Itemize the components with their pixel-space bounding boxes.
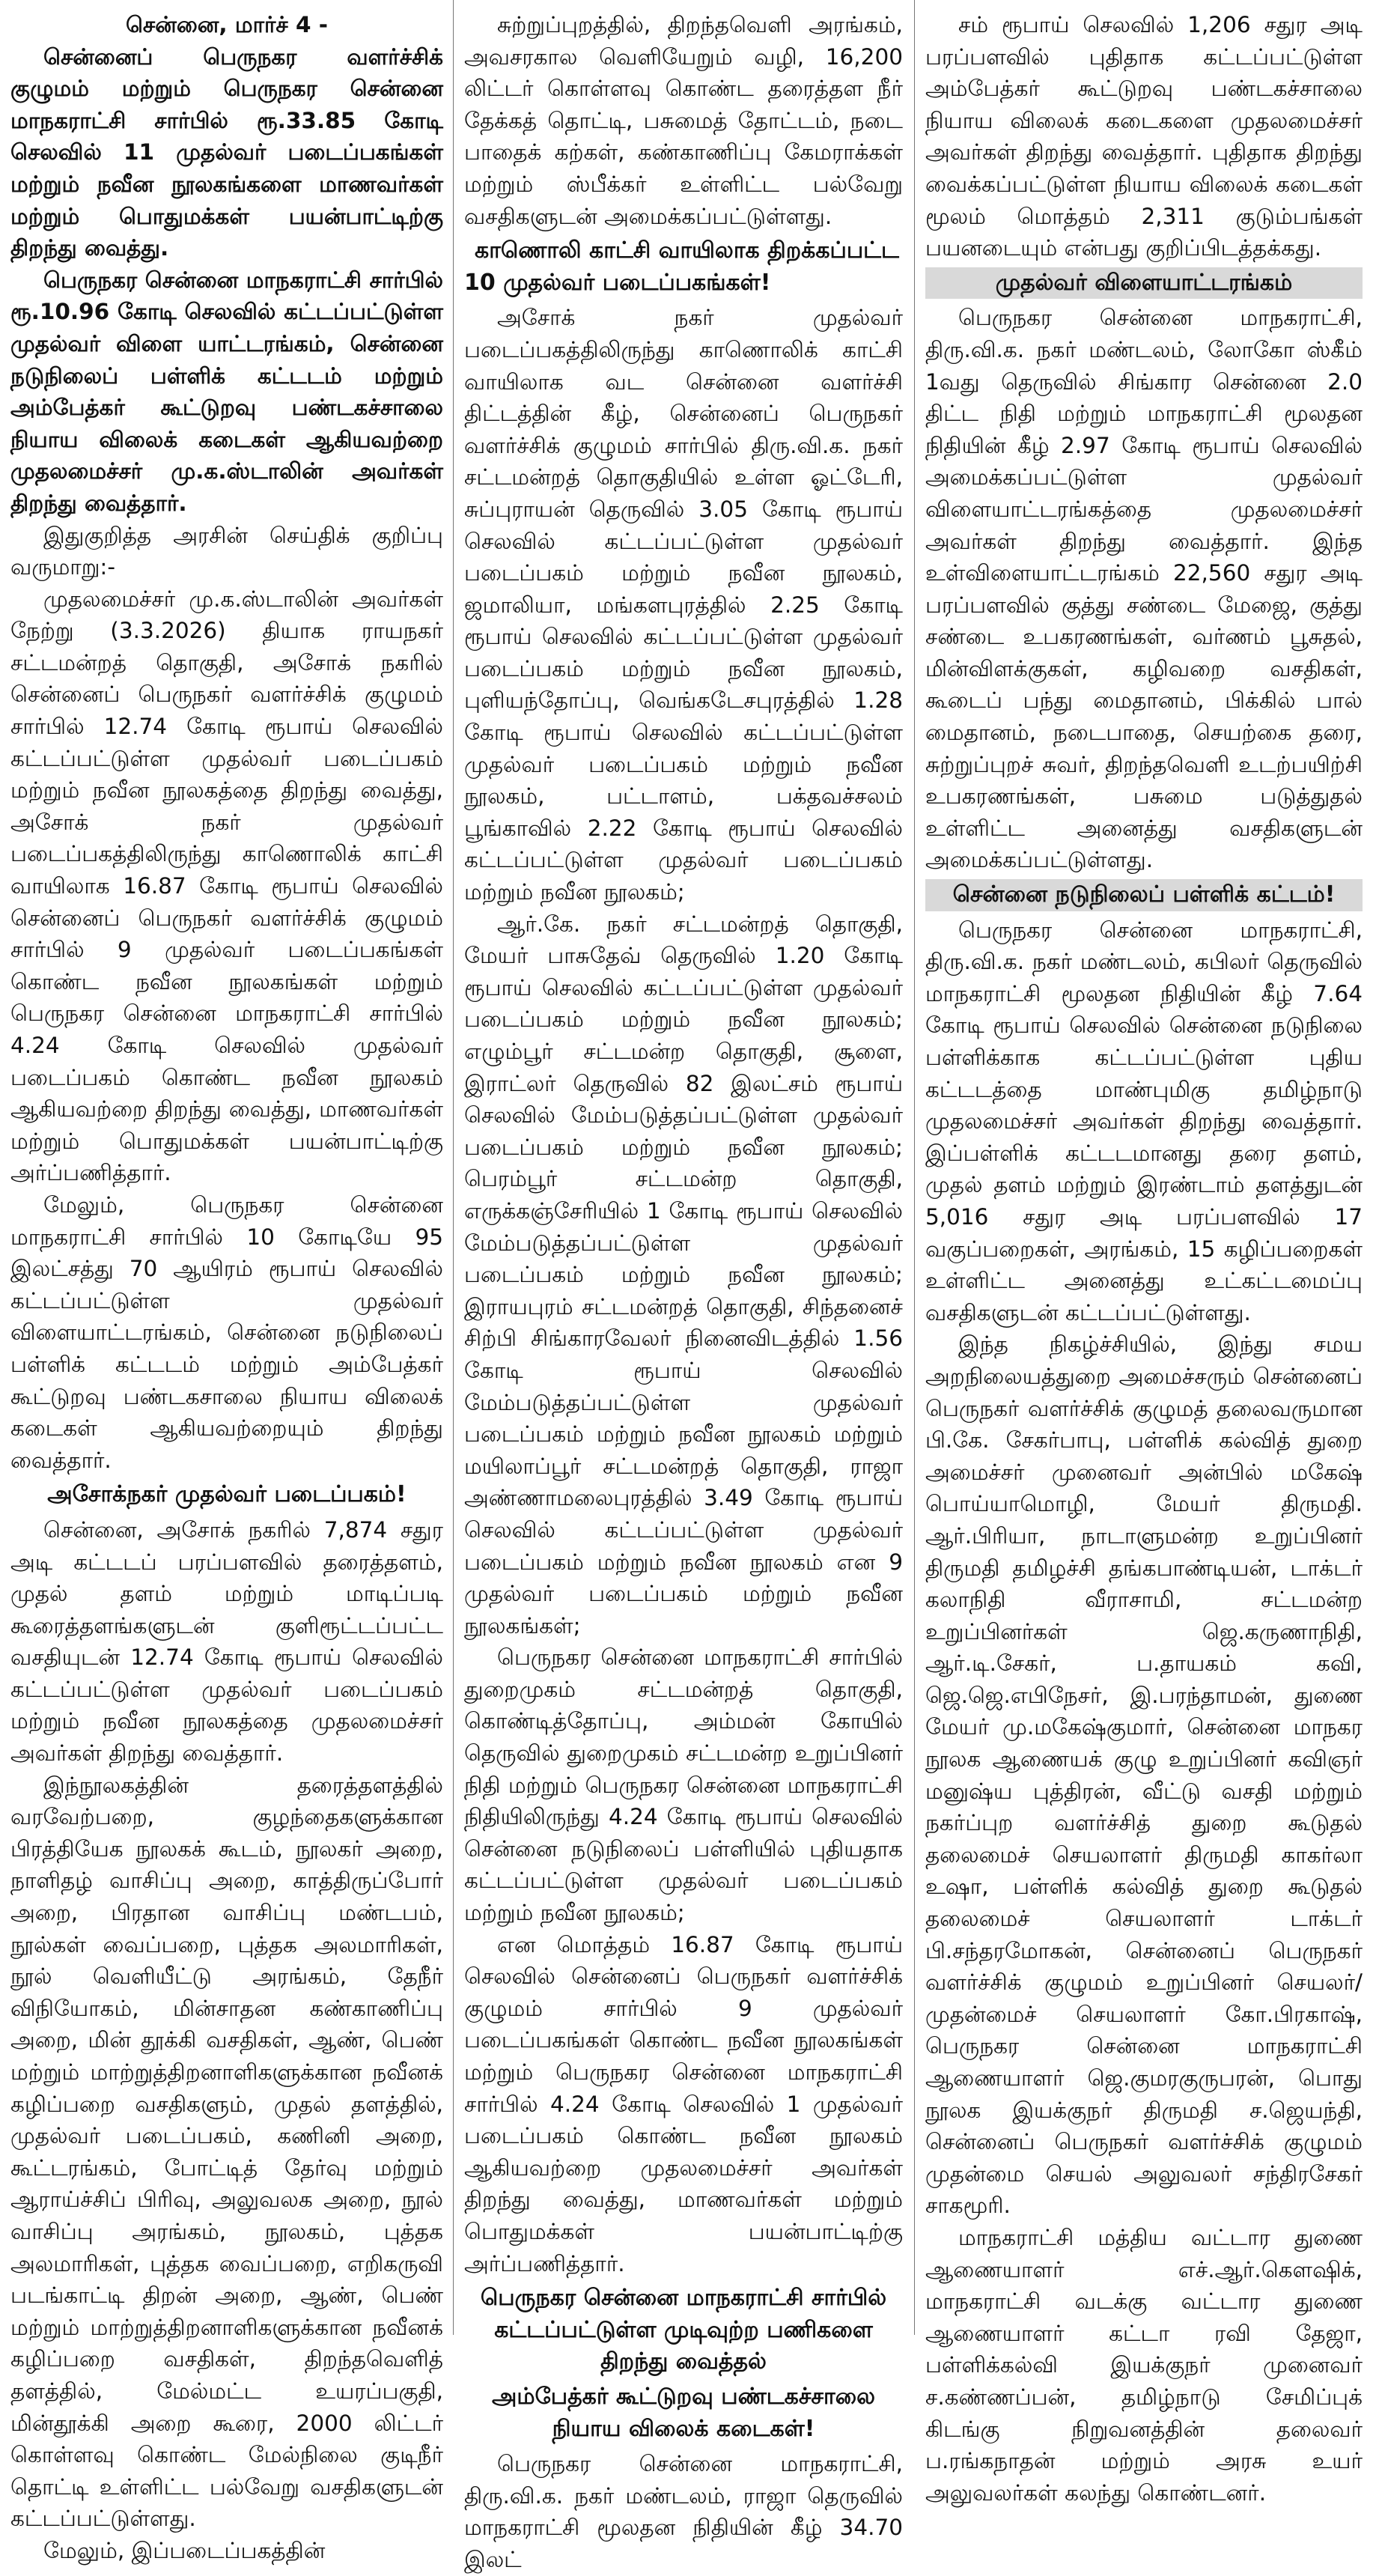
article-column-2 <box>464 9 903 2572</box>
body-paragraph: இந்நூலகத்தின் தரைத்தளத்தில் வரவேற்பறை, குழந்தைகளுக்கான பிரத்தியேக நூலகக் கூடம், நூலகர் அறை, நாளிதழ் வாசிப்பு அறை, காத்திருப்போர் அறை, பிரதான வாசிப்பு மண்டபம், நூல்கள் வைப்பறை, புத்தக அலமாரிகள், நூல் வெளியீட்டு அரங்கம், தேநீர் விநியோகம், மின்சாதன கண்காணிப்பு அறை, மின் தூக்கி வசதிகள், ஆண், பெண் மற்றும் மாற்றுத்திறனாளிகளுக்கான நவீனக் கழிப்பறை வசதிகளும், முதல் தளத்தில், முதல்வர் படைப்பகம், கணினி அறை, கூட்டரங்கம், போட்டித் தேர்வு மற்றும் ஆராய்ச்சிப் பிரிவு, அலுவலக அறை, நூல் வாசிப்பு அரங்கம், நூலகம், புத்தக அலமாரிகள், புத்தக வைப்பறை, எறிகருவி படங்காட்டி திறன் அறை, ஆண், பெண் மற்றும் மாற்றுத்திறனாளிகளுக்கான நவீனக் கழிப்பறை வசதிகள், திறந்தவெளித் தளத்தில், மேல்மட்ட உயரப்பகுதி, மின்தூக்கி அறை கூரை, 2000 லிட்டர் கொள்ளவு கொண்ட மேல்நிலை குடிநீர் தொட்டி உள்ளிட்ட பல்வேறு வசதிகளுடன் கட்டப்பட்டுள்ளது. <box>10 1772 443 2532</box>
body-paragraph: மாநகராட்சி மத்திய வட்டார துணை ஆணையாளர் எச்.ஆர்.கௌஷிக், மாநகராட்சி வடக்கு வட்டார துணை ஆணையாளர் கட்டா ரவி தேஜா, பள்ளிக்கல்வி இயக்குநர் முனைவர் ச.கண்ணப்பன், தமிழ்நாடு சேமிப்புக் கிடங்கு நிறுவனத்தின் தலைவர் ப.ரங்கநாதன் மற்றும் அரசு உயர் அலுவலர்கள் கலந்து கொண்டனர். <box>925 2224 1363 2506</box>
body-paragraph: சென்னை, அசோக் நகரில் 7,874 சதுர அடி கட்டடப் பரப்பளவில் தரைத்தளம், முதல் தளம் மற்றும் மாடிப்படி கூரைத்தளங்களுடன் குளிரூட்டப்பட்ட வசதியுடன் 12.74 கோடி ரூபாய் செலவில் கட்டப்பட்டுள்ள முதல்வர் படைப்பகம் மற்றும் நவீன நூலகத்தை முதலமைச்சர் அவர்கள் திறந்து வைத்தார். <box>10 1516 443 1767</box>
body-paragraph: சம் ரூபாய் செலவில் 1,206 சதுர அடி பரப்பளவில் புதிதாக கட்டப்பட்டுள்ள அம்பேத்கர் கூட்டுறவு பண்டகச்சாலை நியாய விலைக் கடைகளை முதலமைச்சர் அவர்கள் திறந்து வைத்தார். புதிதாக திறந்து வைக்கப்பட்டுள்ள நியாய விலைக் கடைகள் மூலம் மொத்தம் 2,311 குடும்பங்கள் பயனடையும் என்பது குறிப்பிடத்தக்கது. <box>925 12 1363 261</box>
body-paragraph: அசோக் நகர் முதல்வர் படைப்பகத்திலிருந்து காணொலிக் காட்சி வாயிலாக வட சென்னை வளர்ச்சி திட்டத்தின் கீழ், சென்னைப் பெருநகர் வளர்ச்சிக் குழுமம் சார்பில் திரு.வி.க. நகர் சட்டமன்றத் தொகுதியில் உள்ள ஓட்டேரி, சுப்புராயன் தெருவில் 3.05 கோடி ரூபாய் செலவில் கட்டப்பட்டுள்ள முதல்வர் படைப்பகம் மற்றும் நவீன நூலகம், ஜமாலியா, மங்களபுரத்தில் 2.25 கோடி ரூபாய் செலவில் கட்டப்பட்டுள்ள முதல்வர் படைப்பகம் மற்றும் நவீன நூலகம், புளியந்தோப்பு, வெங்கடேசபுரத்தில் 1.28 கோடி ரூபாய் செலவில் கட்டப்பட்டுள்ள முதல்வர் படைப்பகம் மற்றும் நவீன நூலகம், பட்டாளம், பக்தவச்சலம் பூங்காவில் 2.22 கோடி ரூபாய் செலவில் கட்டப்பட்டுள்ள முதல்வர் படைப்பகம் மற்றும் நவீன நூலகம்; <box>464 305 903 905</box>
body-paragraph: பெருநகர சென்னை மாநகராட்சி, திரு.வி.க. நகர் மண்டலம், ராஜா தெருவில் மாநகராட்சி மூலதன நிதியின் கீழ் 34.70 இலட் <box>464 2451 903 2572</box>
body-paragraph: மேலும், பெருநகர சென்னை மாநகராட்சி சார்பில் 10 கோடியே 95 இலட்சத்து 70 ஆயிரம் ரூபாய் செலவில் கட்டப்பட்டுள்ள முதல்வர் விளையாட்டரங்கம், சென்னை நடுநிலைப் பள்ளிக் கட்டடம் மற்றும் அம்பேத்கர் கூட்டுறவு பண்டகசாலை நியாய விலைக் கடைகள் ஆகியவற்றையும் திறந்து வைத்தார். <box>10 1191 443 1473</box>
column-divider-2 <box>914 0 915 2335</box>
body-paragraph: என மொத்தம் 16.87 கோடி ரூபாய் செலவில் சென்னைப் பெருநகர் வளர்ச்சிக் குழுமம் சார்பில் 9 முதல்வர் படைப்பகங்கள் கொண்ட நவீன நூலகங்கள் மற்றும் பெருநகர சென்னை மாநகராட்சி சார்பில் 4.24 கோடி செலவில் 1 முதல்வர் படைப்பகம் கொண்ட நவீன நூலகம் ஆகியவற்றை முதலமைச்சர் அவர்கள் திறந்து வைத்து, மாணவர்கள் மற்றும் பொதுமக்கள் பயன்பாட்டிற்கு அர்ப்பணித்தார். <box>464 1931 903 2276</box>
body-paragraph: சுற்றுப்புறத்தில், திறந்தவெளி அரங்கம், அவசரகால வெளியேறும் வழி, 16,200 லிட்டர் கொள்ளவு கொண்ட தரைத்தள நீர் தேக்கத் தொட்டி, பசுமைத் தோட்டம், நடை பாதைக் கற்கள், கண்காணிப்பு கேமராக்கள் மற்றும் ஸ்பீக்கர் உள்ளிட்ட பல்வேறு வசதிகளுடன் அமைக்கப்பட்டுள்ளது. <box>464 12 903 229</box>
subheading-ambedkar-shops: அம்பேத்கர் கூட்டுறவு பண்டகச்சாலை நியாய விலைக் கடைகள்! <box>491 2383 876 2442</box>
subheading-ashok-nagar: அசோக்நகர் முதல்வர் படைப்பகம்! <box>47 1481 407 1508</box>
subheading-stadium: முதல்வர் விளையாட்டரங்கம் <box>925 267 1363 300</box>
subheading-video-opening: காணொலி காட்சி வாயிலாக திறக்கப்பட்ட 10 முதல்வர் படைப்பகங்கள்! <box>464 237 899 296</box>
article-column-3 <box>925 9 1363 2506</box>
lead-paragraph-2: பெருநகர சென்னை மாநகராட்சி சார்பில் ரூ.10.96 கோடி செலவில் கட்டப்பட்டுள்ள முதல்வர் விளை யாட்டரங்கம், சென்னை நடுநிலைப் பள்ளிக் கட்டடம் மற்றும் அம்பேத்கர் கூட்டுறவு பண்டகச்சாலை நியாய விலைக் கடைகள் ஆகியவற்றை முதலமைச்சர் மு.க.ஸ்டாலின் அவர்கள் திறந்து வைத்தார். <box>10 267 443 516</box>
body-paragraph: மேலும், இப்படைப்பகத்தின் <box>43 2537 326 2563</box>
subheading-completed-works: பெருநகர சென்னை மாநகராட்சி சார்பில் கட்டப்பட்டுள்ள முடிவுற்ற பணிகளை திறந்து வைத்தல் <box>480 2285 887 2375</box>
body-paragraph: பெருநகர சென்னை மாநகராட்சி சார்பில் துறைமுகம் சட்டமன்றத் தொகுதி, கொண்டித்தோப்பு, அம்மன் கோயில் தெருவில் துறைமுகம் சட்டமன்ற உறுப்பினர் நிதி மற்றும் பெருநகர சென்னை மாநகராட்சி நிதியிலிருந்து 4.24 கோடி ரூபாய் செலவில் சென்னை நடுநிலைப் பள்ளியில் புதியதாக கட்டப்பட்டுள்ள முதல்வர் படைப்பகம் மற்றும் நவீன நூலகம்; <box>464 1644 903 1926</box>
article-column-1 <box>10 9 443 2563</box>
body-paragraph: முதலமைச்சர் மு.க.ஸ்டாலின் அவர்கள் நேற்று (3.3.2026) தியாக ராயநகர் சட்டமன்றத் தொகுதி, அசோக் நகரில் சென்னைப் பெருநகர் வளர்ச்சிக் குழுமம் சார்பில் 12.74 கோடி ரூபாய் செலவில் கட்டப்பட்டுள்ள முதல்வர் படைப்பகம் மற்றும் நவீன நூலகத்தை திறந்து வைத்து, அசோக் நகர் முதல்வர் படைப்பகத்திலிருந்து காணொலிக் காட்சி வாயிலாக 16.87 கோடி ரூபாய் செலவில் சென்னைப் பெருநகர் வளர்ச்சிக் குழுமம் சார்பில் 9 முதல்வர் படைப்பகங்கள் கொண்ட நவீன நூலகங்கள் மற்றும் பெருநகர சென்னை மாநகராட்சி சார்பில் 4.24 கோடி செலவில் முதல்வர் படைப்பகம் கொண்ட நவீன நூலகம் ஆகியவற்றை திறந்து வைத்து, மாணவர்கள் மற்றும் பொதுமக்கள் பயன்பாட்டிற்கு அர்ப்பணித்தார். <box>10 586 443 1186</box>
subheading-school-building: சென்னை நடுநிலைப் பள்ளிக் கட்டம்! <box>925 879 1363 911</box>
body-paragraph: ஆர்.கே. நகர் சட்டமன்றத் தொகுதி, மேயர் பாசுதேவ் தெருவில் 1.20 கோடி ரூபாய் செலவில் கட்டப்பட்டுள்ள முதல்வர் படைப்பகம் மற்றும் நவீன நூலகம்; எழும்பூர் சட்டமன்ற தொகுதி, சூளை, இராட்லர் தெருவில் 82 இலட்சம் ரூபாய் செலவில் மேம்படுத்தப்பட்டுள்ள முதல்வர் படைப்பகம் மற்றும் நவீன நூலகம்; பெரம்பூர் சட்டமன்ற தொகுதி, எருக்கஞ்சேரியில் 1 கோடி ரூபாய் செலவில் மேம்படுத்தப்பட்டுள்ள முதல்வர் படைப்பகம் மற்றும் நவீன நூலகம்; இராயபுரம் சட்டமன்றத் தொகுதி, சிந்தனைச் சிற்பி சிங்காரவேலர் நினைவிடத்தில் 1.56 கோடி ரூபாய் செலவில் மேம்படுத்தப்பட்டுள்ள முதல்வர் படைப்பகம் மற்றும் நவீன நூலகம் மற்றும் மயிலாப்பூர் சட்டமன்றத் தொகுதி, ராஜா அண்ணாமலைபுரத்தில் 3.49 கோடி ரூபாய் செலவில் கட்டப்பட்டுள்ள முதல்வர் படைப்பகம் மற்றும் நவீன நூலகம் என 9 முதல்வர் படைப்பகம் மற்றும் நவீன நூலகங்கள்; <box>464 911 903 1638</box>
dateline: சென்னை, மார்ச் 4 - <box>125 12 329 37</box>
lead-paragraph: சென்னைப் பெருநகர வளர்ச்சிக் குழுமம் மற்றும் பெருநகர சென்னை மாநகராட்சி சார்பில் ரூ.33.85 கோடி செலவில் 11 முதல்வர் படைப்பகங்கள் மற்றும் நவீன நூலகங்களை மாணவர்கள் மற்றும் பொதுமக்கள் பயன்பாட்டிற்கு திறந்து வைத்து. <box>10 43 443 261</box>
body-paragraph: பெருநகர சென்னை மாநகராட்சி, திரு.வி.க. நகர் மண்டலம், கபிலர் தெருவில் மாநகராட்சி மூலதன நிதியின் கீழ் 7.64 கோடி ரூபாய் செலவில் சென்னை நடுநிலை பள்ளிக்காக கட்டப்பட்டுள்ள புதிய கட்டடத்தை மாண்புமிகு தமிழ்நாடு முதலமைச்சர் அவர்கள் திறந்து வைத்தார். இப்பள்ளிக் கட்டடமானது தரை தளம், முதல் தளம் மற்றும் இரண்டாம் தளத்துடன் 5,016 சதுர அடி பரப்பளவில் 17 வகுப்பறைகள், அரங்கம், 15 கழிப்பறைகள் உள்ளிட்ட அனைத்து உட்கட்டமைப்பு வசதிகளுடன் கட்டப்பட்டுள்ளது. <box>925 917 1363 1325</box>
body-paragraph: இந்த நிகழ்ச்சியில், இந்து சமய அறநிலையத்துறை அமைச்சரும் சென்னைப் பெருநகர் வளர்ச்சிக் குழுமத் தலைவருமான பி.கே. சேகர்பாபு, பள்ளிக் கல்வித் துறை அமைச்சர் முனைவர் அன்பில் மகேஷ் பொய்யாமொழி, மேயர் திருமதி. ஆர்.பிரியா, நாடாளுமன்ற உறுப்பினர் திருமதி தமிழச்சி தங்கபாண்டியன், டாக்டர் கலாநிதி வீராசாமி, சட்டமன்ற உறுப்பினர்கள் ஜெ.கருணாநிதி, ஆர்.டி.சேகர், ப.தாயகம் கவி, ஜெ.ஜெ.எபிநேசர், இ.பரந்தாமன், துணை மேயர் மு.மகேஷ்குமார், சென்னை மாநகர நூலக ஆணையக் குழு உறுப்பினர் கவிஞர் மனுஷ்ய புத்திரன், வீட்டு வசதி மற்றும் நகர்ப்புற வளர்ச்சித் துறை கூடுதல் தலைமைச் செயலாளர் திருமதி காகர்லா உஷா, பள்ளிக் கல்வித் துறை கூடுதல் தலைமைச் செயலாளர் டாக்டர் பி.சந்தரமோகன், சென்னைப் பெருநகர் வளர்ச்சிக் குழுமம் உறுப்பினர் செயலர்/ முதன்மைச் செயலாளர் கோ.பிரகாஷ், பெருநகர சென்னை மாநகராட்சி ஆணையாளர் ஜெ.குமரகுருபரன், பொது நூலக இயக்குநர் திருமதி ச.ஜெயந்தி, சென்னைப் பெருநகர் வளர்ச்சிக் குழுமம் முதன்மை செயல் அலுவலர் சந்திரசேகர் சாகமூரி. <box>925 1331 1363 2219</box>
intro-paragraph: இதுகுறித்த அரசின் செய்திக் குறிப்பு வருமாறு:- <box>10 522 443 580</box>
body-paragraph: பெருநகர சென்னை மாநகராட்சி, திரு.வி.க. நகர் மண்டலம், லோகோ ஸ்கீம் 1வது தெருவில் சிங்கார சென்னை 2.0 திட்ட நிதி மற்றும் மாநகராட்சி மூலதன நிதியின் கீழ் 2.97 கோடி ரூபாய் செலவில் அமைக்கப்பட்டுள்ள முதல்வர் விளையாட்டரங்கத்தை முதலமைச்சர் அவர்கள் திறந்து வைத்தார். இந்த உள்விளையாட்டரங்கம் 22,560 சதுர அடி பரப்பளவில் குத்து சண்டை மேஜை, குத்து சண்டை உபகரணங்கள், வர்ணம் பூசுதல், மின்விளக்குகள், கழிவறை வசதிகள், கூடைப் பந்து மைதானம், பிக்கில் பால் மைதானம், நடைபாதை, செயற்கை தரை, சுற்றுப்புறச் சுவர், திறந்தவெளி உடற்பயிற்சி உபகரணங்கள், பசுமை படுத்துதல் உள்ளிட்ட அனைத்து வசதிகளுடன் அமைக்கப்பட்டுள்ளது. <box>925 305 1363 873</box>
column-divider-1 <box>453 0 454 2335</box>
